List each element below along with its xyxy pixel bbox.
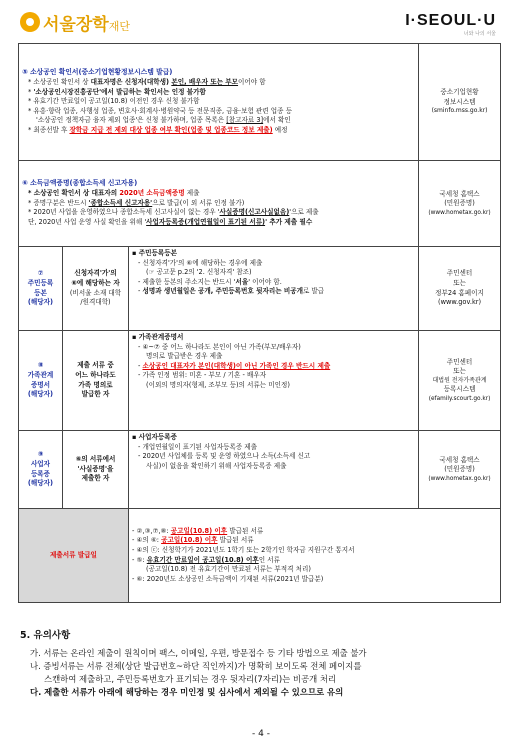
row5-title: ⑤ 소상공인 확인서(중소기업현황정보시스템 발급) [22,68,173,77]
row9-label: ⑨ 사업자 등록증 (해당자) [19,431,63,509]
seoul-suffix: ·U [477,12,496,29]
page-header [0,0,522,45]
documents-table [18,43,501,603]
row8-condition: 제출 서류 중 어느 하나라도 가족 명의로 발급한 자 [63,331,129,431]
logo-sub-text: 재단 [108,19,130,33]
note-na-line1: 나. 증빙서류는 서류 전체(상단 발급번호~하단 직인까지)가 명확히 보이도록 전체 페이지를 [30,660,362,671]
row8-content: ▪ 가족관계증명서 - ④~⑦ 중 어느 하나라도 본인이 아닌 가족(부모/배우자) 명의로 발급받은 경우 제출 - 소상공인 대표자가 본인(대학생)이 아닌 가족인 경우 반드시 제출 - 가족 인정 범위: 미혼 - 부모 / 기혼 - 배우자 (이외의 명의자(형제, 조부모 등)의 서류는 미인정) [129,331,419,431]
row6-content: ⑥ 소득금액증명(종합소득세 신고자용) * 소상공인 확인서 상 대표자의 2020년 소득금액증명 제출 * 증명구분은 반드시 '종합소득세 신고자용'으로 발급(이 외 서류 인정 불가) * 2020년 사업을 운영하였으나 종합소득세 신고사실이 없는 경우 '사실증명(신고사실없음)'으로 제출 단, 2020년 사업 운영 사실 확인을 위해 '사업자등록증(개업연월일이 표기된 서류)' 추가 제출 필수 [19,161,419,247]
seoul-tagline: 너와 나의 서울 [463,31,496,37]
note-da: 다. 제출한 서류가 아래에 해당하는 경우 미인정 및 심사에서 제외될 수 있으므로 유의 [30,686,344,697]
row7-content: ▪ 주민등록등본 - 신청자격'가'의 ⑥에 해당하는 경우에 제출 (☞ 공고문 p.2의 '2. 신청자격' 참조) - 제출한 등본의 주소지는 반드시 '서울' 이어야 함. - 성명과 생년월일은 공개, 주민등록번호 뒷자리는 비공개로 발급 [129,247,419,331]
row10-content: - ②,③,⑦,⑧: 공고일(10.8) 이후 발급된 서류 - ④의 ⑥: 공고일(10.8) 이후 발급된 서류 - ④의 ⓒ: 신청학기가 2021년도 1학기 또는 2학기인 학자금 지원구간 통지서 - ⑤: 유효기간 만료일이 공고일(10.8) 이후인 서류 (공고일(10.8) 전 유효기간이 만료된 서류는 부적격 처리) - ⑥: 2020년도 소상공인 소득금액이 기재된 서류(2021년 발급분) [129,509,501,603]
row8-label: ⑧ 가족관계 증명서 (해당자) [19,331,63,431]
row5-issuer: 중소기업현황 정보시스템 (sminfo.mss.go.kr) [419,44,501,161]
row10-label: 제출서류 발급일 [19,509,129,603]
row6-title: ⑥ 소득금액증명(종합소득세 신고자용) [22,179,138,188]
note-na-line2: 스캔하여 제출하고, 주민등록번호가 표기되는 경우 뒷자리(7자리)는 비공개 처리 [44,673,337,684]
logo-main-text: 서울장학 [43,14,109,35]
seoul-word: SEOUL [416,12,478,29]
row7-title: ▪ 주민등록등본 [132,249,177,257]
row9-issuer: 국세청 홈택스 (민원증명) (www.hometax.go.kr) [419,431,501,509]
notes-heading: 5. 유의사항 [20,630,71,641]
table-row [19,44,501,161]
notes-section [20,629,502,699]
row7-condition: 신청자격'가'의 ⑥에 해당하는 자 (비서울 소재 대학 /원격대학) [63,247,129,331]
row7-issuer: 주민센터 또는 정부24 홈페이지 (www.gov.kr) [419,247,501,331]
row9-condition: ⑥의 서류에서 '사실증명'을 제출한 자 [63,431,129,509]
foundation-logo [20,9,130,35]
row8-title: ▪ 가족관계증명서 [132,333,184,341]
row5-content: ⑤ 소상공인 확인서(중소기업현황정보시스템 발급) * 소상공인 확인서 상 대표자명은 신청자(대학생) 본인, 배우자 또는 부모이어야 함 * '소상공인시장진흥공단'에서 발급하는 확인서는 인정 불가함 * 유효기간 만료일이 공고일(10.8) 이전인 경우 신청 불가함 * 유흥·향락 업종, 사행성 업종, 변호사·회계사·병원약국 등 전문직종, 금융·보험 관련 업종 등 '소상공인 정책자금 융자 제외 업종'은 신청 불가하며, 업종 목록은 [참고자료 3]에서 확인 * 최종선발 후 장학금 지급 전 제외 대상 업종 여부 확인(업종 및 업종코드 정보 제출) 예정 [19,44,419,161]
seoul-prefix: I· [405,12,417,29]
table-row [19,247,501,331]
row7-label: ⑦ 주민등록 등본 (해당자) [19,247,63,331]
table-row [19,331,501,431]
page-number: - 4 - [252,729,270,739]
note-ga: 가. 서류는 온라인 제출이 원칙이며 팩스, 이메일, 우편, 방문접수 등 기타 방법으로 제출 불가 [30,647,367,658]
row6-issuer: 국세청 홈택스 (민원증명) (www.hometax.go.kr) [419,161,501,247]
table-row [19,161,501,247]
table-row [19,431,501,509]
row9-title: ▪ 사업자등록증 [132,433,177,441]
table-row [19,509,501,603]
seoul-brand-logo [405,12,496,37]
logo-symbol-icon [20,12,40,32]
row8-issuer: 주민센터 또는 대법원 전자가족관계 등록시스템 (efamily.scourt.go.kr) [419,331,501,431]
row9-content: ▪ 사업자등록증 - 개업연월일이 표기된 사업자등록증 제출 - 2020년 사업체를 등록 및 운영 하였으나 소득(소득세 신고 사실)이 없음을 확인하기 위해 사업자등록증 제출 [129,431,419,509]
